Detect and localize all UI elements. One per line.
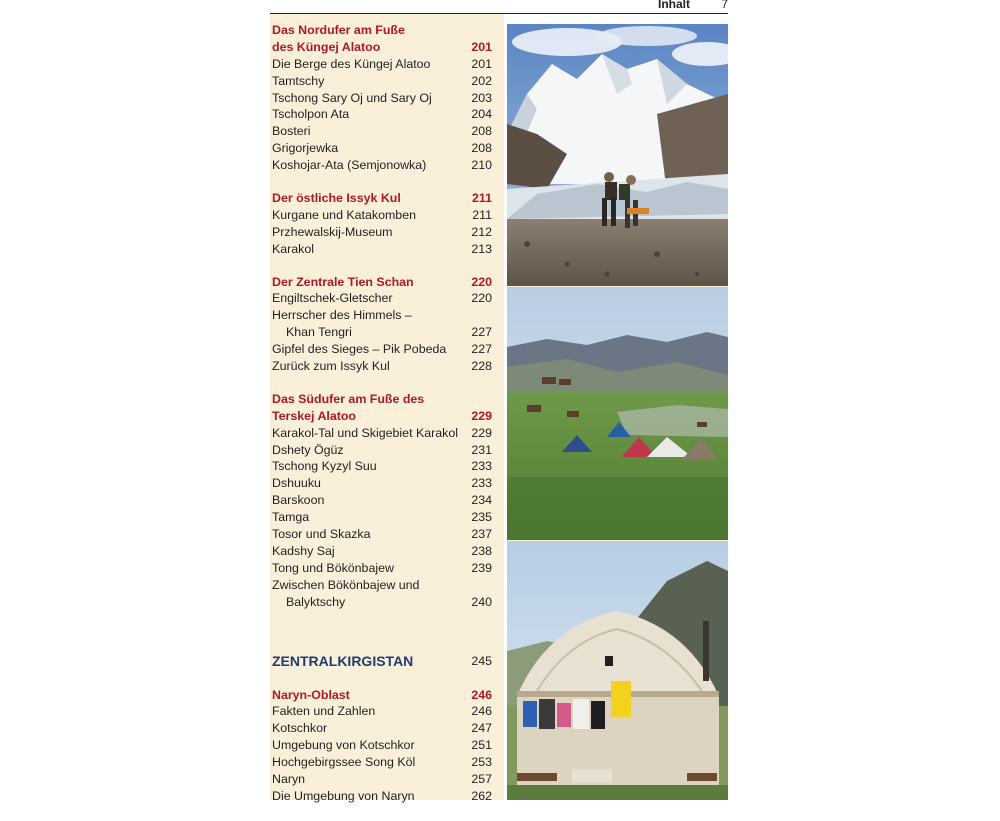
- toc-heading: [272, 190, 500, 207]
- toc-entry-page: 220: [471, 291, 492, 306]
- toc-entry-title: Hochgebirgssee Song Köl: [272, 755, 416, 770]
- toc-region-heading: [272, 651, 500, 671]
- toc-entry: [272, 458, 500, 475]
- table-of-contents: [272, 22, 500, 821]
- toc-entry-page: 238: [471, 543, 492, 558]
- toc-entry-page: 234: [471, 493, 492, 508]
- toc-entry-page: 213: [471, 241, 492, 256]
- toc-entry-title: Tschong Kyzyl Suu: [272, 459, 377, 474]
- toc-entry-page: 257: [471, 771, 492, 786]
- toc-entry: [272, 720, 500, 737]
- toc-entry: [272, 788, 500, 805]
- toc-entry: [272, 157, 500, 174]
- toc-entry-page: 201: [471, 39, 492, 54]
- photo-column: [507, 24, 728, 800]
- toc-entry-title: Das Südufer am Fuße des: [272, 391, 425, 406]
- toc-entry-title: Barskoon: [272, 493, 325, 508]
- toc-entry: [272, 737, 500, 754]
- toc-entry-title: Terskej Alatoo: [272, 408, 357, 423]
- toc-entry: [272, 56, 500, 73]
- toc-entry-title: Der östliche Issyk Kul: [272, 191, 401, 206]
- toc-heading: [272, 22, 500, 39]
- toc-section: [272, 687, 500, 805]
- toc-section: [272, 274, 500, 375]
- toc-entry-page: 220: [471, 274, 492, 289]
- toc-entry-title: Gipfel des Sieges – Pik Pobeda: [272, 342, 447, 357]
- toc-entry-title: Balyktschy: [286, 594, 346, 609]
- toc-entry: [272, 492, 500, 509]
- toc-entry-page: 240: [471, 594, 492, 609]
- toc-entry-title: Tamga: [272, 510, 310, 525]
- yurt-photo: [507, 541, 728, 800]
- toc-entry-page: 229: [471, 408, 492, 423]
- toc-entry-page: 201: [471, 56, 492, 71]
- toc-entry-title: Naryn: [272, 771, 306, 786]
- toc-entry-title: Kadshy Saj: [272, 543, 335, 558]
- page-header: [270, 0, 728, 14]
- toc-entry-page: 204: [471, 107, 492, 122]
- toc-entry-title: Dshety Ögüz: [272, 442, 344, 457]
- toc-section: [272, 651, 500, 671]
- toc-entry: [272, 73, 500, 90]
- toc-entry-title: Khan Tengri: [286, 325, 352, 340]
- toc-entry-page: 208: [471, 141, 492, 156]
- toc-section: [272, 190, 500, 258]
- toc-entry-title: Dshuuku: [272, 476, 321, 491]
- toc-entry-title: Der Zentrale Tien Schan: [272, 274, 414, 289]
- toc-entry-title: Koshojar-Ata (Semjonowka): [272, 158, 427, 173]
- toc-entry: [272, 207, 500, 224]
- toc-entry: [272, 224, 500, 241]
- toc-entry-page: 231: [471, 442, 492, 457]
- toc-entry: [272, 442, 500, 459]
- toc-entry-page: 212: [471, 224, 492, 239]
- toc-entry: [272, 754, 500, 771]
- toc-entry: [272, 543, 500, 560]
- toc-entry-title: Karakol-Tal und Skigebiet Karakol: [272, 425, 458, 440]
- toc-entry-title: Engiltschek-Gletscher: [272, 291, 393, 306]
- mountain-camp-photo: [507, 287, 728, 540]
- toc-entry-page: 246: [471, 704, 492, 719]
- toc-entry-page: 239: [471, 560, 492, 575]
- toc-entry-title: Tschong Sary Oj und Sary Oj: [272, 90, 432, 105]
- toc-entry-title: Die Berge des Küngej Alatoo: [272, 56, 431, 71]
- toc-entry-title: des Küngej Alatoo: [272, 39, 381, 54]
- toc-entry-page: 211: [472, 191, 492, 206]
- toc-entry-title: Tong und Bökönbajew: [272, 560, 394, 575]
- toc-entry-title: Tscholpon Ata: [272, 107, 350, 122]
- toc-entry-page: 246: [471, 687, 492, 702]
- toc-entry-title: Naryn-Oblast: [272, 687, 350, 702]
- toc-entry: [272, 358, 500, 375]
- toc-column: [270, 14, 504, 803]
- toc-entry-page: 208: [471, 124, 492, 139]
- toc-entry-page: 227: [471, 342, 492, 357]
- toc-section: [272, 391, 500, 611]
- toc-entry: [272, 509, 500, 526]
- toc-entry-page: 251: [471, 738, 492, 753]
- toc-entry-title: Fakten und Zahlen: [272, 704, 376, 719]
- toc-entry-title: Umgebung von Kotschkor: [272, 738, 415, 753]
- toc-entry-page: 233: [471, 476, 492, 491]
- toc-entry: [272, 475, 500, 492]
- toc-entry-title: Tosor und Skazka: [272, 527, 371, 542]
- toc-heading: [272, 408, 500, 425]
- toc-heading: [272, 687, 500, 704]
- toc-entry: [272, 425, 500, 442]
- toc-entry-title: Tamtschy: [272, 73, 325, 88]
- toc-entry: [272, 577, 500, 594]
- toc-entry-page: 211: [472, 207, 492, 222]
- toc-entry-title: Grigorjewka: [272, 141, 339, 156]
- toc-entry: [272, 90, 500, 107]
- toc-entry: [272, 290, 500, 307]
- toc-entry-title: Das Nordufer am Fuße: [272, 23, 405, 37]
- toc-entry: [272, 140, 500, 157]
- toc-entry-page: 245: [471, 653, 492, 668]
- toc-entry-page: 202: [471, 73, 492, 88]
- toc-entry: [272, 771, 500, 788]
- toc-section: [272, 22, 500, 174]
- toc-entry-page: 237: [471, 527, 492, 542]
- toc-entry-page: 228: [471, 359, 492, 374]
- toc-entry-title: Kurgane und Katakomben: [272, 207, 416, 222]
- toc-entry-page: 262: [471, 788, 492, 803]
- toc-entry: [272, 106, 500, 123]
- toc-entry: [272, 560, 500, 577]
- toc-entry-title: ZENTRALKIRGISTAN: [272, 652, 414, 669]
- page-number: 7: [721, 0, 728, 11]
- toc-heading: [272, 391, 500, 408]
- toc-entry: [272, 123, 500, 140]
- toc-entry-page: 233: [471, 459, 492, 474]
- toc-entry-title: Die Umgebung von Naryn: [272, 788, 415, 803]
- running-head-title: Inhalt: [658, 0, 690, 11]
- toc-entry-title: Zwischen Bökönbajew und: [272, 577, 420, 592]
- toc-entry: [272, 703, 500, 720]
- toc-entry: [272, 307, 500, 324]
- toc-entry: [272, 341, 500, 358]
- toc-entry-page: 247: [471, 721, 492, 736]
- glacier-hikers-photo: [507, 24, 728, 286]
- toc-entry-title: Karakol: [272, 241, 315, 256]
- toc-entry-title: Zurück zum Issyk Kul: [272, 359, 390, 374]
- toc-entry-title: Bosteri: [272, 124, 311, 139]
- toc-entry-page: 227: [471, 325, 492, 340]
- toc-entry: [272, 526, 500, 543]
- toc-heading: [272, 39, 500, 56]
- toc-entry: [272, 324, 500, 341]
- toc-entry: [272, 241, 500, 258]
- toc-heading: [272, 274, 500, 291]
- toc-entry-page: 253: [471, 755, 492, 770]
- toc-entry-page: 203: [471, 90, 492, 105]
- toc-entry-title: Przhewalskij-Museum: [272, 224, 393, 239]
- toc-entry-title: Kotschkor: [272, 721, 328, 736]
- toc-entry-title: Herrscher des Himmels –: [272, 308, 412, 323]
- toc-entry: [272, 594, 500, 611]
- toc-entry-page: 229: [471, 425, 492, 440]
- toc-entry-page: 210: [471, 158, 492, 173]
- toc-entry-page: 235: [471, 510, 492, 525]
